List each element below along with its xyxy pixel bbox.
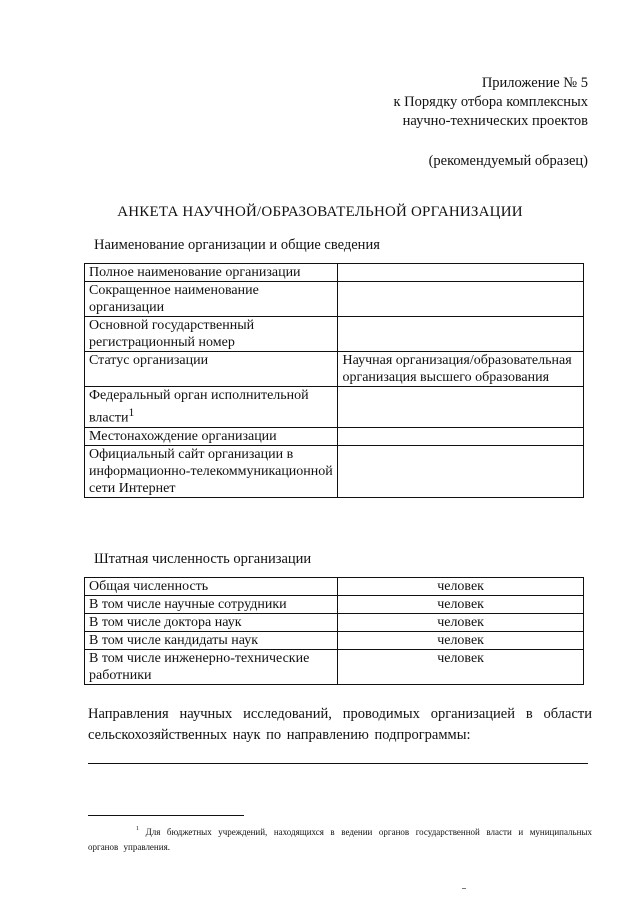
table-row	[85, 596, 584, 614]
row-value-field[interactable]: Научная организация/образовательная организация высшего образования	[338, 352, 584, 387]
table-row	[85, 282, 584, 317]
table-row	[85, 632, 584, 650]
row-label: Статус организации	[85, 352, 338, 387]
table-row	[85, 445, 584, 497]
footnote-mark: 1	[136, 826, 139, 832]
footnote-text: Для бюджетных учреждений, находящихся в ведении органов государственной власти и муниципальных органов управления.	[88, 827, 593, 852]
table-row	[85, 614, 584, 632]
document-title: АНКЕТА НАУЧНОЙ/ОБРАЗОВАТЕЛЬНОЙ ОРГАНИЗАЦИИ	[117, 204, 523, 220]
row-label: Общая численность	[85, 578, 338, 596]
general-section-title: Наименование организации и общие сведения	[94, 237, 380, 253]
footnote-reference: 1	[128, 406, 135, 419]
row-value-field[interactable]	[338, 264, 584, 282]
table-row	[85, 578, 584, 596]
sample-note: (рекомендуемый образец)	[428, 153, 588, 169]
appendix-reference-line-2: научно-технических проектов	[402, 113, 588, 129]
row-value-field[interactable]: человек	[338, 614, 584, 632]
row-label-text: Федеральный орган исполнительной власти	[89, 388, 309, 426]
research-directions-text: Направления научных исследований, проводимых организацией в области сельскохозяйственных наук по направлению подпрограммы:	[88, 706, 592, 743]
table-row	[85, 427, 584, 445]
footnote-divider	[88, 815, 244, 816]
footnote	[88, 822, 592, 855]
appendix-number: Приложение № 5	[481, 75, 588, 91]
row-value-field[interactable]	[338, 445, 584, 497]
row-label: Полное наименование организации	[85, 264, 338, 282]
row-value-field[interactable]: человек	[338, 596, 584, 614]
row-label: Основной государственный регистрационный номер	[85, 317, 338, 352]
appendix-reference-line-1: к Порядку отбора комплексных	[393, 94, 588, 110]
row-value-field[interactable]: человек	[338, 632, 584, 650]
row-value-field[interactable]	[338, 387, 584, 428]
row-value-field[interactable]: человек	[338, 650, 584, 685]
answer-line[interactable]	[88, 763, 588, 764]
row-label: В том числе инженерно-технические работники	[85, 650, 338, 685]
row-value-field[interactable]: человек	[338, 578, 584, 596]
page-mark	[462, 888, 466, 889]
appendix-header	[394, 74, 589, 131]
table-row	[85, 317, 584, 352]
row-label: В том числе кандидаты наук	[85, 632, 338, 650]
row-value-field[interactable]	[338, 282, 584, 317]
general-info-table	[84, 263, 584, 498]
table-row	[85, 650, 584, 685]
row-label: В том числе доктора наук	[85, 614, 338, 632]
row-value-field[interactable]	[338, 317, 584, 352]
table-row	[85, 387, 584, 428]
row-value-field[interactable]	[338, 427, 584, 445]
table-row	[85, 264, 584, 282]
row-label: Официальный сайт организации в информационно-телекоммуникационной сети Интернет	[85, 445, 338, 497]
row-label: Местонахождение организации	[85, 427, 338, 445]
staff-table	[84, 577, 584, 685]
row-label: Сокращенное наименование организации	[85, 282, 338, 317]
row-label: В том числе научные сотрудники	[85, 596, 338, 614]
table-row	[85, 352, 584, 387]
row-label	[85, 387, 338, 428]
staff-section-title: Штатная численность организации	[94, 551, 312, 567]
